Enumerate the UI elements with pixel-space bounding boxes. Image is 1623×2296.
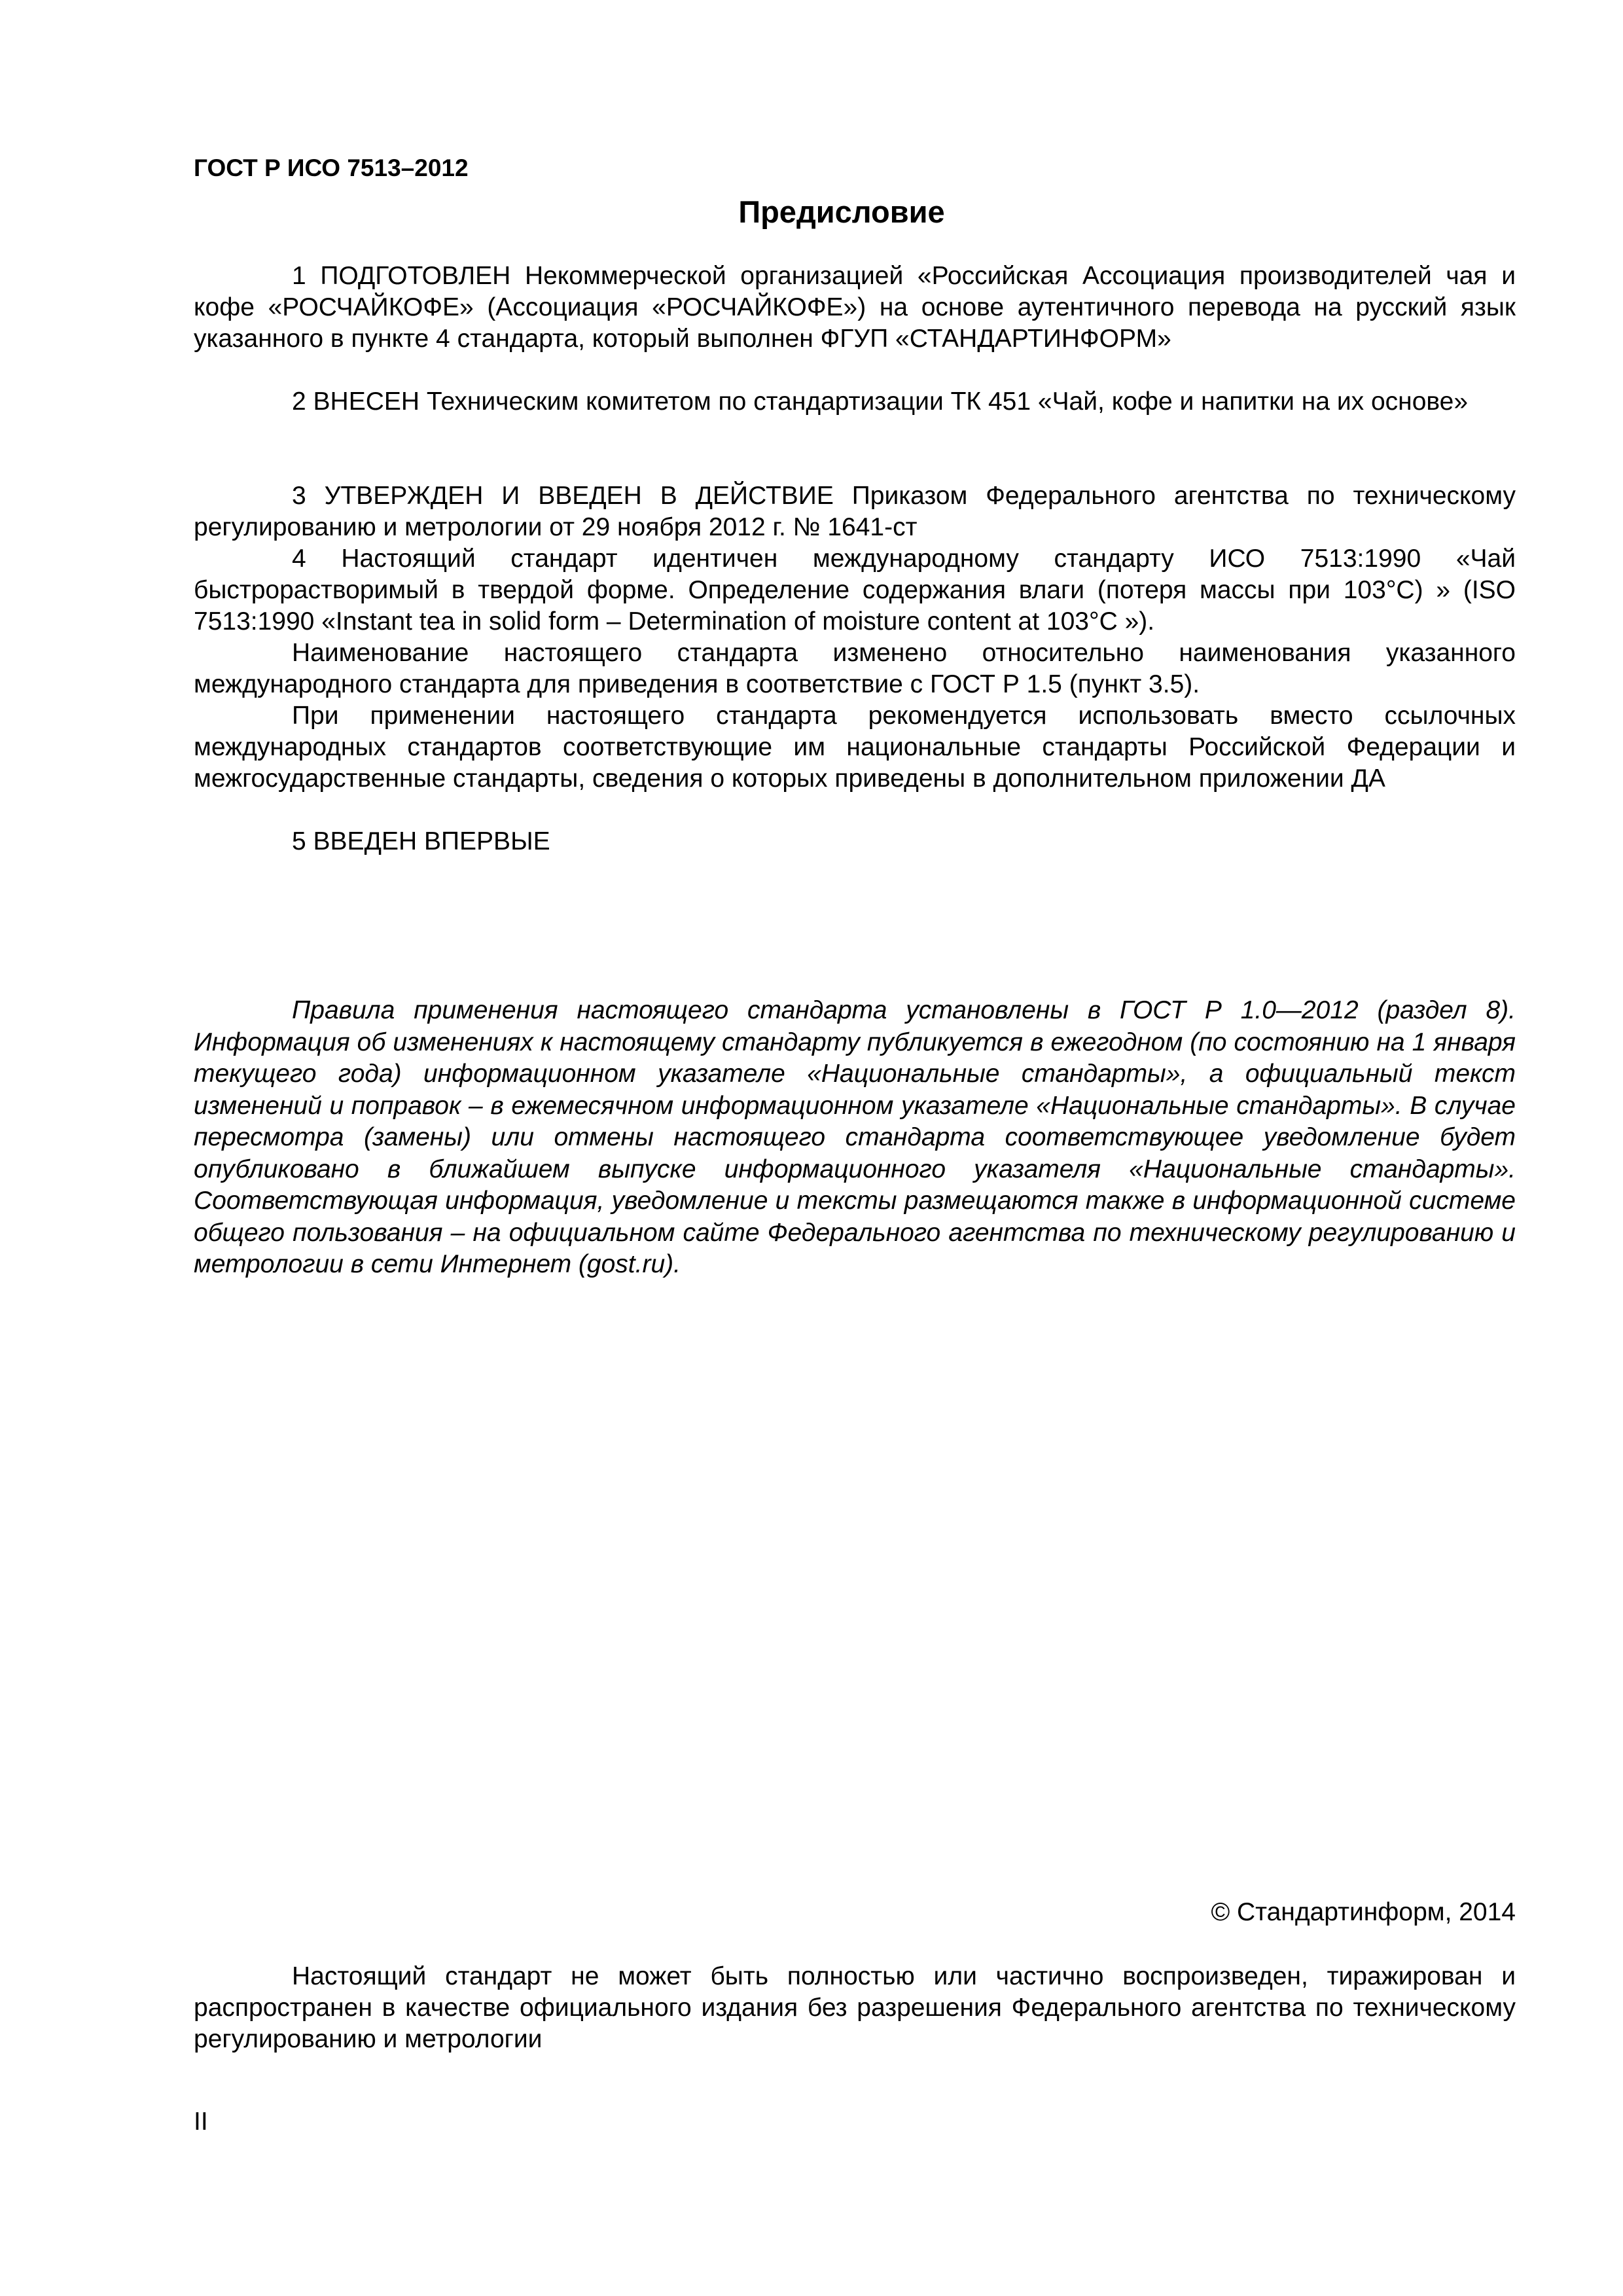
item-3-text: 3 УТВЕРЖДЕН И ВВЕДЕН В ДЕЙСТВИЕ Приказом Федерального агентства по техническому регулированию и метрологии от 29 ноября 2012 г. № 1641-ст	[194, 482, 1516, 541]
item-2-text: 2 ВНЕСЕН Техническим комитетом по стандартизации ТК 451 «Чай, кофе и напитки на их основе»	[292, 387, 1469, 416]
document-code: ГОСТ Р ИСО 7513–2012	[194, 154, 469, 181]
item-1-block	[194, 260, 1516, 355]
copyright-line: © Стандартинформ, 2014	[1211, 1898, 1516, 1926]
item-3-4-block	[194, 480, 1516, 795]
item-4-naming-text: Наименование настоящего стандарта изменено относительно наименования указанного международного стандарта для приведения в соответствие с ГОСТ Р 1.5 (пункт 3.5).	[194, 639, 1516, 698]
page-number: II	[194, 2108, 208, 2136]
item-4-text: 4 Настоящий стандарт идентичен международному стандарту ИСО 7513:1990 «Чай быстрорастворимый в твердой форме. Определение содержания влаги (потеря массы при 103°С) » (ISO 7513:1990 «Instant tea in solid form – Determination of moisture content at 103°C »).	[194, 545, 1516, 636]
item-1-text: 1 ПОДГОТОВЛЕН Некоммерческой организацией «Российская Ассоциация производителей чая и кофе «РОСЧАЙКОФЕ» (Ассоциация «РОСЧАЙКОФЕ») на основе аутентичного перевода на русский язык указанного в пункте 4 стандарта, который выполнен ФГУП «СТАНДАРТИНФОРМ»	[194, 262, 1516, 353]
reproduction-notice-block	[194, 1961, 1516, 2055]
item-4-application-text: При применении настоящего стандарта рекомендуется использовать вместо ссылочных международных стандартов соответствующие им национальные стандарты Российской Федерации и межгосударственные стандарты, сведения о которых приведены в дополнительном приложении ДА	[194, 702, 1516, 793]
item-5-text: 5 ВВЕДЕН ВПЕРВЫЕ	[292, 827, 550, 855]
item-2-block	[194, 386, 1516, 418]
page-title: Предисловие	[738, 194, 945, 229]
reproduction-notice-text: Настоящий стандарт не может быть полностью или частично воспроизведен, тиражирован и распространен в качестве официального издания без разрешения Федерального агентства по техническому регулированию и метрологии	[194, 1962, 1516, 2053]
item-5-block	[194, 826, 1516, 857]
rules-notice-block	[194, 995, 1516, 1281]
rules-notice-text: Правила применения настоящего стандарта установлены в ГОСТ Р 1.0—2012 (раздел 8). Информация об изменениях к настоящему стандарту публикуется в ежегодном (по состоянию на 1 января текущего года) информационном указателе «Национальные стандарты», а официальный текст изменений и поправок – в ежемесячном информационном указателе «Национальные стандарты». В случае пересмотра (замены) или отмены настоящего стандарта соответствующее уведомление будет опубликовано в ближайшем выпуске информационного указателя «Национальные стандарты». Соответствующая информация, уведомление и тексты размещаются также в информационной системе общего пользования – на официальном сайте Федерального агентства по техническому регулированию и метрологии в сети Интернет (gost.ru).	[194, 996, 1516, 1278]
